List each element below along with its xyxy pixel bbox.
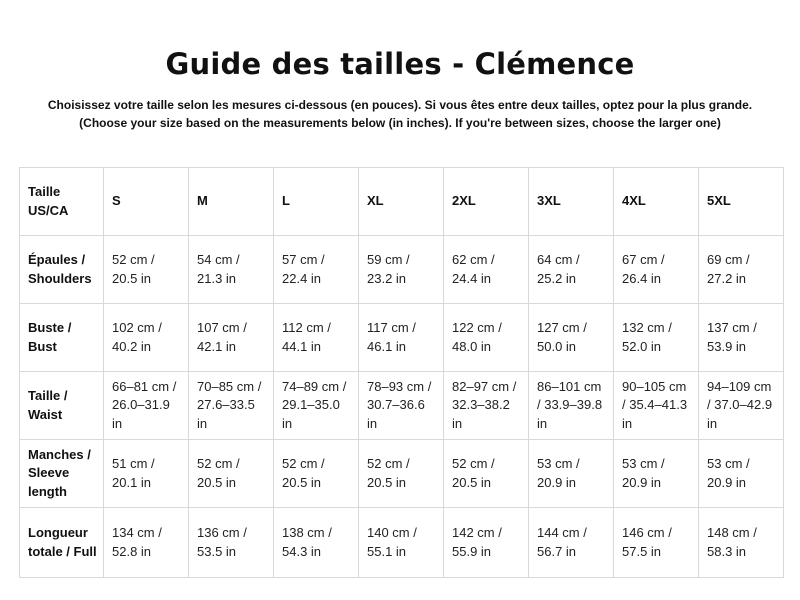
table-cell: 117 cm / 46.1 in: [359, 304, 444, 372]
row-label: Épaules / Shoulders: [20, 236, 104, 304]
table-cell: 144 cm / 56.7 in: [529, 508, 614, 578]
table-cell: 74–89 cm / 29.1–35.0 in: [274, 372, 359, 440]
table-cell: 82–97 cm / 32.3–38.2 in: [444, 372, 529, 440]
size-chart-table: [19, 167, 784, 578]
table-header-row: [20, 168, 784, 236]
size-header-3xl: 3XL: [529, 168, 614, 236]
table-cell: 52 cm / 20.5 in: [444, 440, 529, 508]
table-cell: 66–81 cm / 26.0–31.9 in: [104, 372, 189, 440]
size-header-5xl: 5XL: [699, 168, 784, 236]
table-cell: 112 cm / 44.1 in: [274, 304, 359, 372]
row-label: Manches / Sleeve length: [20, 440, 104, 508]
row-label: Taille / Waist: [20, 372, 104, 440]
table-cell: 127 cm / 50.0 in: [529, 304, 614, 372]
row-label: Buste / Bust: [20, 304, 104, 372]
table-row-shoulders: [20, 236, 784, 304]
size-header-m: M: [189, 168, 274, 236]
table-cell: 90–105 cm / 35.4–41.3 in: [614, 372, 699, 440]
table-cell: 78–93 cm / 30.7–36.6 in: [359, 372, 444, 440]
table-row-bust: [20, 304, 784, 372]
instructions: [0, 96, 800, 132]
table-cell: 94–109 cm / 37.0–42.9 in: [699, 372, 784, 440]
table-cell: 122 cm / 48.0 in: [444, 304, 529, 372]
table-row-waist: [20, 372, 784, 440]
table-cell: 53 cm / 20.9 in: [614, 440, 699, 508]
table-row-full-length: [20, 508, 784, 578]
table-cell: 86–101 cm / 33.9–39.8 in: [529, 372, 614, 440]
table-cell: 102 cm / 40.2 in: [104, 304, 189, 372]
table-cell: 67 cm / 26.4 in: [614, 236, 699, 304]
table-cell: 62 cm / 24.4 in: [444, 236, 529, 304]
table-cell: 52 cm / 20.5 in: [274, 440, 359, 508]
corner-header: Taille US/CA: [20, 168, 104, 236]
table-cell: 59 cm / 23.2 in: [359, 236, 444, 304]
table-cell: 146 cm / 57.5 in: [614, 508, 699, 578]
instructions-en: (Choose your size based on the measurements below (in inches). If you're between sizes, choose the larger one): [79, 116, 721, 130]
table-cell: 70–85 cm / 27.6–33.5 in: [189, 372, 274, 440]
table-cell: 140 cm / 55.1 in: [359, 508, 444, 578]
table-row-sleeve: [20, 440, 784, 508]
table-cell: 148 cm / 58.3 in: [699, 508, 784, 578]
table-cell: 64 cm / 25.2 in: [529, 236, 614, 304]
table-cell: 138 cm / 54.3 in: [274, 508, 359, 578]
table-cell: 53 cm / 20.9 in: [699, 440, 784, 508]
table-cell: 69 cm / 27.2 in: [699, 236, 784, 304]
size-header-l: L: [274, 168, 359, 236]
table-cell: 53 cm / 20.9 in: [529, 440, 614, 508]
size-header-s: S: [104, 168, 189, 236]
table-cell: 54 cm / 21.3 in: [189, 236, 274, 304]
table-cell: 57 cm / 22.4 in: [274, 236, 359, 304]
size-header-2xl: 2XL: [444, 168, 529, 236]
table-cell: 136 cm / 53.5 in: [189, 508, 274, 578]
table-cell: 52 cm / 20.5 in: [359, 440, 444, 508]
instructions-fr: Choisissez votre taille selon les mesures ci-dessous (en pouces). Si vous êtes entre deux tailles, optez pour la plus grande.: [47, 98, 753, 112]
row-label: Longueur totale / Full: [20, 508, 104, 578]
table-cell: 132 cm / 52.0 in: [614, 304, 699, 372]
table-cell: 107 cm / 42.1 in: [189, 304, 274, 372]
table-cell: 137 cm / 53.9 in: [699, 304, 784, 372]
table-cell: 52 cm / 20.5 in: [104, 236, 189, 304]
size-header-xl: XL: [359, 168, 444, 236]
table-cell: 51 cm / 20.1 in: [104, 440, 189, 508]
table-cell: 142 cm / 55.9 in: [444, 508, 529, 578]
table-cell: 52 cm / 20.5 in: [189, 440, 274, 508]
size-header-4xl: 4XL: [614, 168, 699, 236]
table-cell: 134 cm / 52.8 in: [104, 508, 189, 578]
page-title: Guide des tailles - Clémence: [165, 47, 635, 82]
